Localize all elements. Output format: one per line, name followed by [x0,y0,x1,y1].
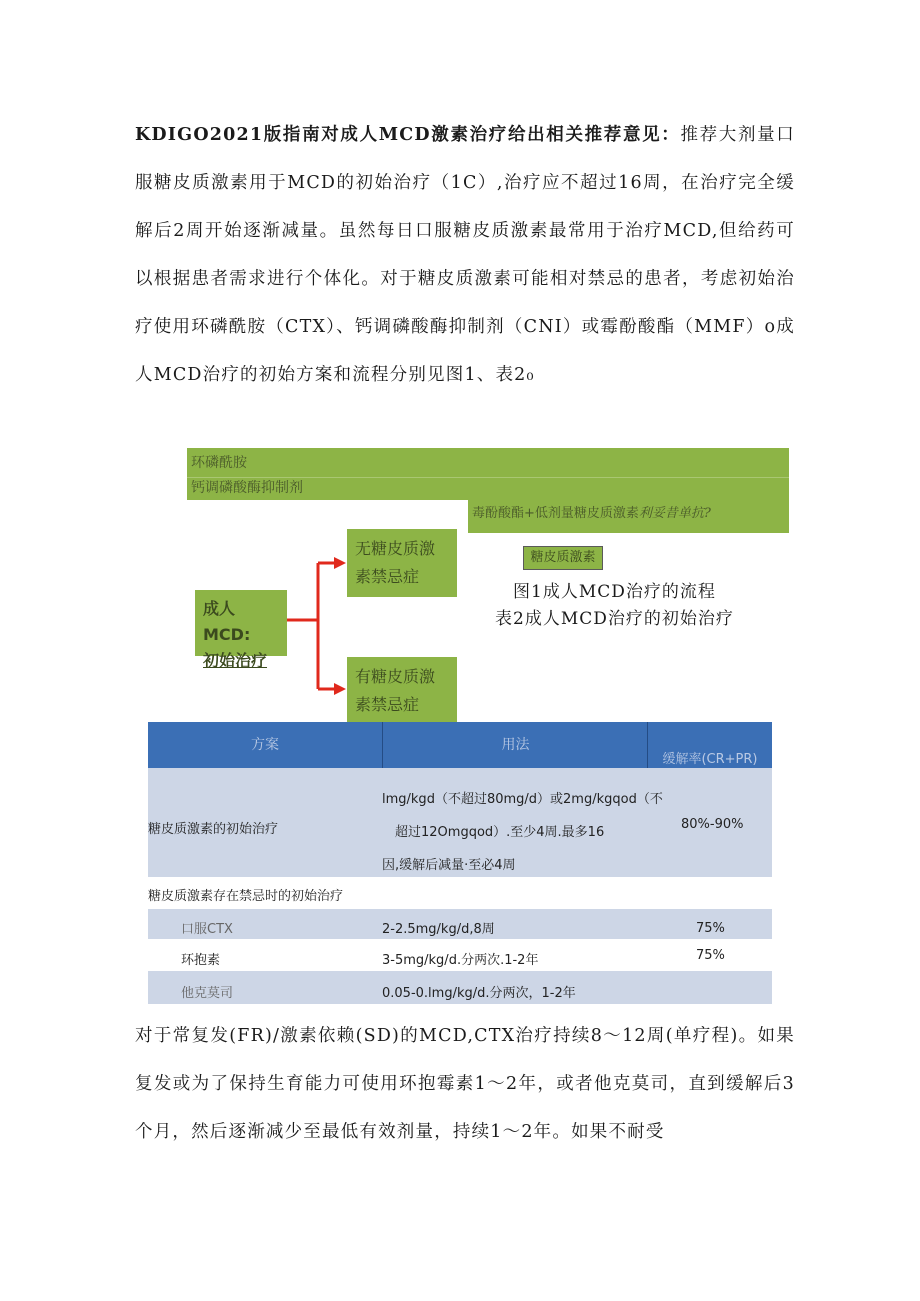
cell-steroid-usage-3: 因,缓解后减量·至必4周 [382,858,516,873]
header-regimen: 方案 [251,737,279,753]
cell-steroid-rate: 80%-90% [681,817,744,832]
arrowhead-no-contra [334,557,346,569]
intro-body: 推荐大剂量口服糖皮质激素用于MCD的初始治疗（1C）,治疗应不超过16周，在治疗完全缓解后2周开始逐渐减量。虽然每日口服糖皮质激素最常用于治疗MCD,但给药可以根据患者需求进行个体化。对于糖皮质激素可能相对禁忌的患者，考虑初始治疗使用环磷酰胺（CTX）、钙调磷酸酶抑制剂（CNI）或霉酚酸酯（MMF）o成人MCD治疗的初始方案和流程分别见图1、表2₀ [135,125,795,385]
header-usage: 用法 [382,722,648,768]
cell-regimen: 他克莫司 [181,986,234,1001]
no-contra-line1: 无糖皮质激 [355,539,436,558]
cell-rate: 75% [696,948,725,963]
closing-paragraph: 对于常复发(FR)/激素依赖(SD)的MCD,CTX治疗持续8～12周(单疗程)。如果复发或为了保持生育能力可使用环抱霉素1～2年，或者他克莫司，直到缓解后3个月，然后逐渐减少至最低有效剂量，持续1～2年。如果不耐受 [135,1026,795,1142]
table-row [148,909,772,939]
band-cni: 钙调磷酸酶抑制剂 [187,478,789,500]
header-rate [647,722,772,768]
table-row-steroid [148,768,772,877]
figure-caption: 图1成人MCD治疗的流程 [513,582,716,602]
cell-usage: 0.05-0.lmg/kg/d.分两次，1-2年 [382,986,576,1001]
cell-rate: 75% [696,921,725,936]
cell-regimen: 口服CTX [181,922,233,937]
table-caption: 表2成人MCD治疗的初始治疗 [495,609,734,629]
box-adult-mcd-initial [195,590,287,670]
cell-steroid-usage-1: lmg/kgd（不超过80mg/d）或2mg/kgqod（不 [382,792,663,807]
steroid-box: 糖皮质激素 [523,546,603,570]
band3-italic: 利妥昔单抗? [638,506,711,521]
arrowhead-contra [334,683,346,695]
no-contra-line2: 素禁忌症 [355,567,420,586]
band-cyclophosphamide: 环磷酰胺 [187,448,789,478]
contra-line1: 有糖皮质激 [355,667,436,686]
intro-bold-lead: KDIGO2021版指南对成人MCD激素治疗给出相关推荐意见： [135,125,681,145]
cell-steroid-usage-2: 超过12Omgqod）.至少4周.最多16 [395,825,605,840]
main-line2: 初始治疗 [203,651,268,670]
band3-text: 毒酚酸酯+低剂量糖皮质激素 [472,506,639,521]
cell-usage: 2-2.5mg/kg/d,8周 [382,922,495,937]
table-section-label [148,877,772,909]
table-row [148,939,772,971]
table-row [148,971,772,1004]
box-with-contraindication [347,657,457,725]
main-line1: 成人MCD: [203,599,251,644]
cell-steroid-regimen: 糖皮质激素的初始治疗 [148,822,279,837]
section-label: 糖皮质激素存在禁忌时的初始治疗 [148,889,344,904]
box-no-contraindication [347,529,457,597]
table-header [148,722,772,768]
cell-usage: 3-5mg/kg/d.分两次.1-2年 [382,953,539,968]
header-rate-text: 缓解率(CR+PR) [662,752,758,767]
contra-line2: 素禁忌症 [355,695,420,714]
cell-regimen: 环抱素 [181,953,221,968]
